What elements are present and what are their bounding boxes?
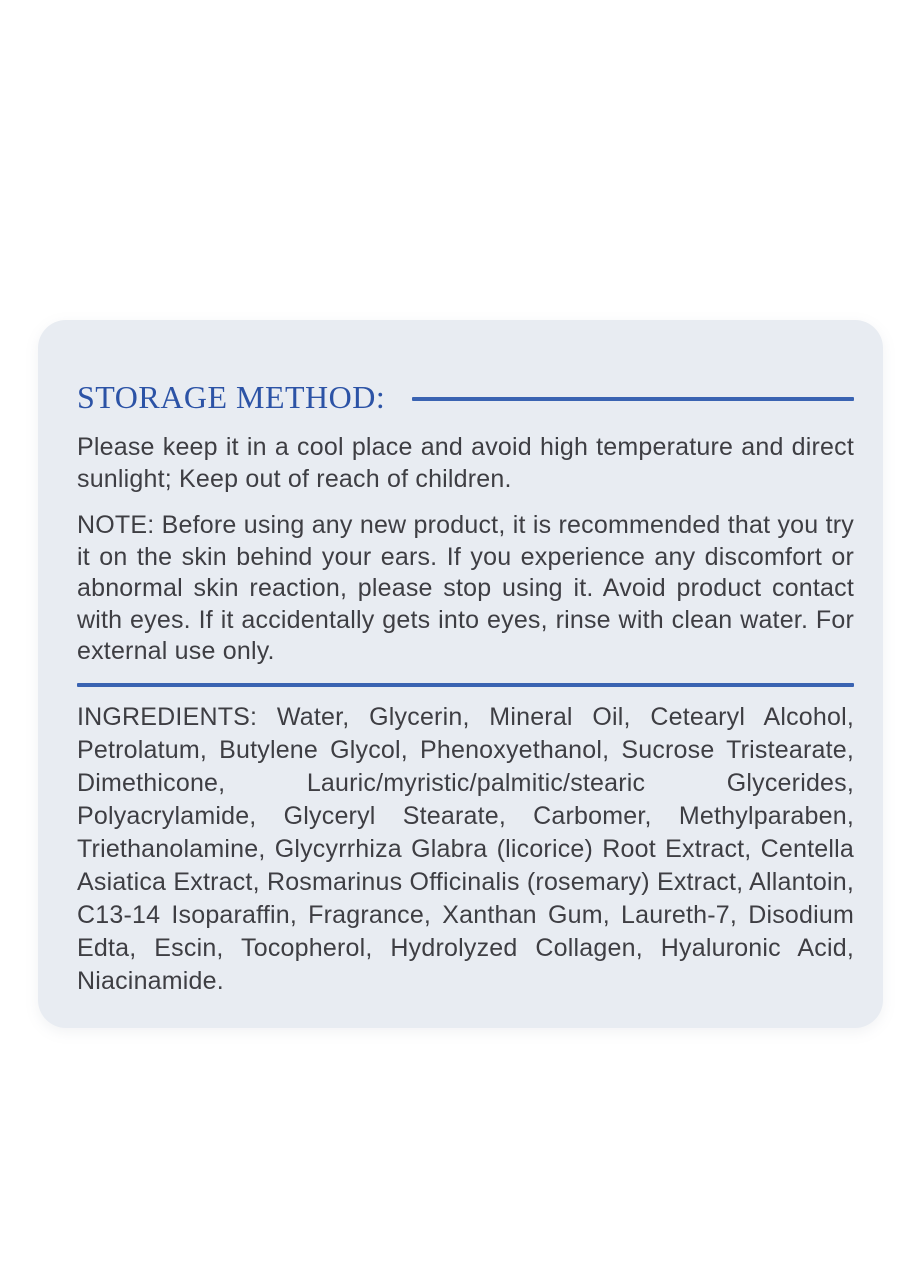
ingredients-text: INGREDIENTS: Water, Glycerin, Mineral Oil, Cetearyl Alcohol, Petrolatum, Butylene Glycol, Phenoxyethanol, Sucrose Tristearate, Dimethicone, Lauric/myristic/palmitic/stearic Glycerides, Polyacrylamide, Glyceryl Stearate, Carbomer, Methylparaben, Triethanolamine, Glycyrrhiza Glabra (licorice) Root Extract, Centella Asiatica Extract, Rosmarinus Officinalis (rosemary) Extract, Allantoin, C13-14 Isoparaffin, Fragrance, Xanthan Gum, Laureth-7, Disodium Edta, Escin, Tocopherol, Hydrolyzed Collagen, Hyaluronic Acid, Niacinamide. xyxy=(77,702,854,995)
storage-method-title: STORAGE METHOD: xyxy=(77,379,386,415)
storage-instructions-text: Please keep it in a cool place and avoid high temperature and direct sunlight; Keep out of reach of children. xyxy=(77,433,854,493)
section-divider-line xyxy=(77,683,854,687)
storage-method-heading-row xyxy=(77,380,854,415)
heading-rule-line xyxy=(412,397,854,401)
note-text: NOTE: Before using any new product, it is recommended that you try it on the skin behind your ears. If you experience any discomfort or abnormal skin reaction, please stop using it. Avoid product contact with eyes. If it accidentally gets into eyes, rinse with clean water. For external use only. xyxy=(77,511,854,666)
product-label-card xyxy=(38,320,883,1028)
